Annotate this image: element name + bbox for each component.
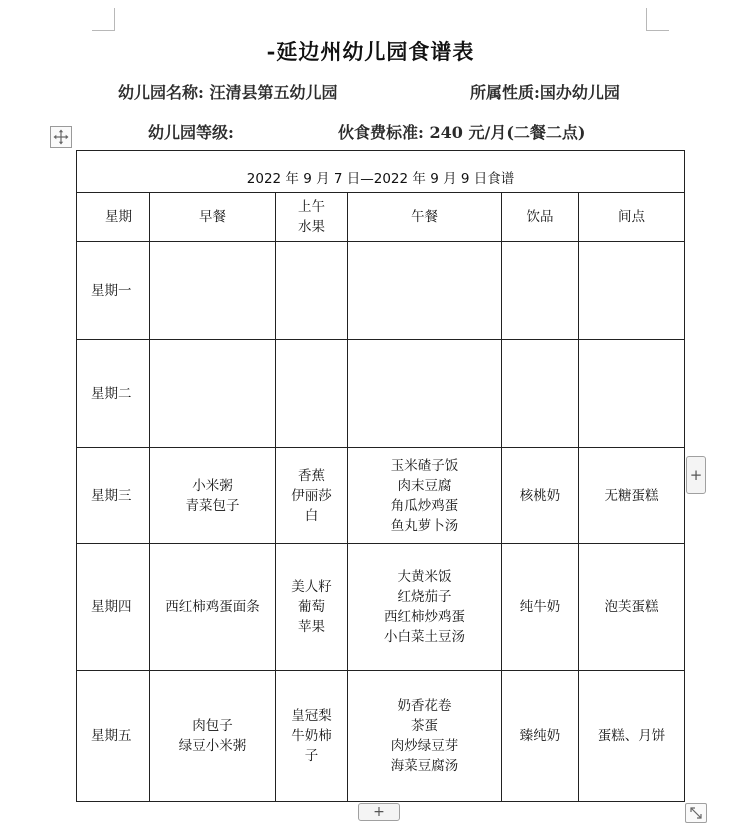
snack-cell[interactable] xyxy=(579,448,685,544)
menu-item-line: 茶蛋 xyxy=(411,718,438,734)
menu-item-line: 子 xyxy=(304,748,319,764)
menu-item-line: 苹果 xyxy=(298,619,325,635)
menu-item-line: 美人籽 xyxy=(291,579,332,595)
header-snack[interactable]: 间点 xyxy=(579,193,685,242)
lunch-cell[interactable] xyxy=(348,544,502,671)
header-lunch[interactable]: 午餐 xyxy=(348,193,502,242)
header-drink[interactable]: 饮品 xyxy=(502,193,579,242)
table-row xyxy=(77,544,685,671)
breakfast-cell[interactable] xyxy=(150,448,276,544)
breakfast-cell[interactable] xyxy=(150,671,276,802)
menu-item-line: 伊丽莎 xyxy=(291,487,332,504)
menu-item-line: 肉炒绿豆芽 xyxy=(390,738,459,754)
meal-fee-value: 240 元/月(二餐二点) xyxy=(429,123,586,142)
add-column-button[interactable]: + xyxy=(686,456,706,494)
menu-item-line: 红烧茄子 xyxy=(397,589,452,605)
menu-item-line: 青菜包子 xyxy=(185,497,240,514)
drink-cell[interactable] xyxy=(502,544,579,671)
table-row xyxy=(77,340,685,448)
day-cell[interactable]: 星期五 xyxy=(77,671,150,802)
menu-item-line: 纯牛奶 xyxy=(519,599,561,615)
header-fruit-line1: 上午 xyxy=(298,199,325,215)
meal-fee-label: 伙食费标准: xyxy=(338,123,424,142)
lunch-cell[interactable] xyxy=(348,448,502,544)
breakfast-cell[interactable] xyxy=(150,340,276,448)
menu-item-line: 海菜豆腐汤 xyxy=(390,758,459,774)
resize-diagonal-icon xyxy=(689,806,703,820)
menu-item-line: 小米粥 xyxy=(192,477,233,494)
fruit-cell[interactable] xyxy=(276,242,348,340)
menu-item-line: 香蕉 xyxy=(298,467,325,484)
menu-item-line: 西红柿鸡蛋面条 xyxy=(165,599,260,615)
header-row xyxy=(77,193,685,242)
breakfast-cell[interactable] xyxy=(150,544,276,671)
day-cell[interactable]: 星期一 xyxy=(77,242,150,340)
breakfast-cell[interactable] xyxy=(150,242,276,340)
menu-item-line: 核桃奶 xyxy=(519,487,561,504)
move-arrows-icon xyxy=(53,129,69,145)
menu-item-line: 白 xyxy=(304,507,319,524)
day-cell[interactable]: 星期三 xyxy=(77,448,150,544)
menu-item-line: 小白菜土豆汤 xyxy=(384,629,465,645)
kindergarten-grade-label: 幼儿园等级: xyxy=(148,123,234,142)
crop-mark-top-right xyxy=(646,8,669,31)
kindergarten-name-value: 汪清县第五幼儿园 xyxy=(209,83,338,102)
header-fruit-line2: 水果 xyxy=(298,219,325,235)
menu-item-line: 泡芙蛋糕 xyxy=(604,599,659,615)
table-row xyxy=(77,671,685,802)
fruit-cell[interactable] xyxy=(276,448,348,544)
day-cell[interactable]: 星期二 xyxy=(77,340,150,448)
date-range-row xyxy=(77,151,685,193)
snack-cell[interactable] xyxy=(579,340,685,448)
drink-cell[interactable] xyxy=(502,671,579,802)
menu-item-line: 牛奶柿 xyxy=(291,728,332,744)
kindergarten-nature-line xyxy=(470,80,620,103)
fruit-cell[interactable] xyxy=(276,544,348,671)
document-title: -延边州幼儿园食谱表 xyxy=(266,39,475,64)
menu-item-line: 玉米碴子饭 xyxy=(390,457,459,474)
menu-item-line: 角瓜炒鸡蛋 xyxy=(390,497,459,514)
menu-table xyxy=(76,150,685,802)
snack-cell[interactable] xyxy=(579,671,685,802)
table-row xyxy=(77,448,685,544)
menu-item-line: 奶香花卷 xyxy=(397,698,452,714)
menu-item-line: 蛋糕、月饼 xyxy=(597,728,666,744)
table-row xyxy=(77,242,685,340)
date-range-title[interactable]: 2022 年 9 月 7 日—2022 年 9 月 9 日食谱 xyxy=(77,151,685,193)
header-breakfast[interactable]: 早餐 xyxy=(150,193,276,242)
menu-item-line: 大黄米饭 xyxy=(397,569,452,585)
lunch-cell[interactable] xyxy=(348,671,502,802)
menu-item-line: 鱼丸萝卜汤 xyxy=(390,517,459,534)
header-day[interactable]: 星期 xyxy=(77,193,150,242)
day-cell[interactable]: 星期四 xyxy=(77,544,150,671)
table-resize-handle[interactable] xyxy=(685,803,707,823)
kindergarten-name-label: 幼儿园名称: xyxy=(118,83,204,102)
drink-cell[interactable] xyxy=(502,242,579,340)
kindergarten-nature-value: 国办幼儿园 xyxy=(539,83,620,102)
crop-mark-top-left xyxy=(92,8,115,31)
menu-item-line: 皇冠梨 xyxy=(291,708,332,724)
drink-cell[interactable] xyxy=(502,340,579,448)
snack-cell[interactable] xyxy=(579,242,685,340)
menu-item-line: 肉末豆腐 xyxy=(397,477,452,494)
kindergarten-grade-line xyxy=(148,120,234,143)
kindergarten-name-line xyxy=(118,80,338,103)
menu-item-line: 葡萄 xyxy=(298,599,325,615)
menu-item-line: 肉包子 xyxy=(192,718,233,734)
lunch-cell[interactable] xyxy=(348,340,502,448)
meal-fee-line xyxy=(338,120,585,143)
snack-cell[interactable] xyxy=(579,544,685,671)
header-fruit[interactable] xyxy=(276,193,348,242)
lunch-cell[interactable] xyxy=(348,242,502,340)
drink-cell[interactable] xyxy=(502,448,579,544)
menu-item-line: 臻纯奶 xyxy=(519,728,561,744)
table-move-handle[interactable] xyxy=(50,126,72,148)
add-row-button[interactable]: + xyxy=(358,803,400,821)
fruit-cell[interactable] xyxy=(276,340,348,448)
menu-item-line: 无糖蛋糕 xyxy=(604,487,659,504)
menu-item-line: 绿豆小米粥 xyxy=(178,738,247,754)
menu-item-line: 西红柿炒鸡蛋 xyxy=(384,609,465,625)
fruit-cell[interactable] xyxy=(276,671,348,802)
kindergarten-nature-label: 所属性质: xyxy=(470,83,540,102)
